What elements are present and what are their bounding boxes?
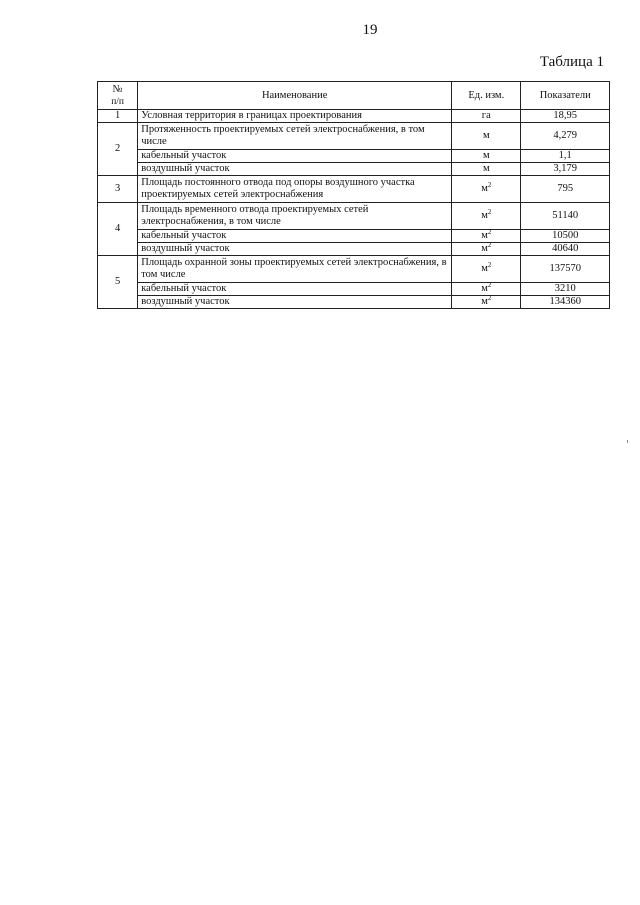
row-unit: $м^2$ (452, 283, 521, 296)
row-unit: $м^2$ (452, 243, 521, 256)
row-unit: $м^2$ (452, 230, 521, 243)
header-name: Наименование (138, 82, 452, 110)
page-number: 19 (362, 22, 378, 38)
row-value: 3210 (521, 283, 610, 296)
header-unit: Ед. изм. (452, 82, 521, 110)
table-row (98, 150, 610, 163)
row-value: 51140 (521, 203, 610, 230)
row-number: 3 (98, 176, 138, 203)
row-value: 1,1 (521, 150, 610, 163)
row-name: кабельный участок (138, 283, 452, 296)
table-row (98, 176, 610, 203)
row-unit: $м^2$ (452, 203, 521, 230)
row-value: 4,279 (521, 123, 610, 150)
row-value: 10500 (521, 230, 610, 243)
table-row (98, 123, 610, 150)
row-name: кабельный участок (138, 230, 452, 243)
row-number: 1 (98, 110, 138, 123)
row-name: воздушный участок (138, 163, 452, 176)
row-unit: $м^2$ (452, 296, 521, 309)
table-row (98, 256, 610, 283)
table-header-row (98, 82, 610, 110)
row-unit: $м^2$ (452, 176, 521, 203)
table-row (98, 203, 610, 230)
row-name: Площадь временного отвода проектируемых сетей электроснабжения, в том числе (138, 203, 452, 230)
row-unit: м (452, 150, 521, 163)
row-name: Условная территория в границах проектирования (138, 110, 452, 123)
table-row (98, 243, 610, 256)
header-number (98, 82, 138, 110)
row-name: Площадь постоянного отвода под опоры воздушного участка проектируемых сетей электроснабжения (138, 176, 452, 203)
row-unit: м (452, 163, 521, 176)
row-name: Площадь охранной зоны проектируемых сетей электроснабжения, в том числе (138, 256, 452, 283)
row-name: кабельный участок (138, 150, 452, 163)
header-number-abbr: п/п (111, 96, 125, 107)
header-value: Показатели (521, 82, 610, 110)
scan-mark (627, 440, 628, 443)
row-name: Протяженность проектируемых сетей электроснабжения, в том числе (138, 123, 452, 150)
table-row (98, 163, 610, 176)
header-number-sign: № (112, 83, 123, 95)
row-name: воздушный участок (138, 296, 452, 309)
table-row (98, 296, 610, 309)
table-row (98, 230, 610, 243)
indicators-table (97, 81, 610, 309)
row-number: 4 (98, 203, 138, 256)
row-value: 795 (521, 176, 610, 203)
table-caption: Таблица 1 (539, 54, 604, 70)
row-unit: $м^2$ (452, 256, 521, 283)
row-value: 137570 (521, 256, 610, 283)
row-name: воздушный участок (138, 243, 452, 256)
row-value: 40640 (521, 243, 610, 256)
row-value: 18,95 (521, 110, 610, 123)
row-value: 134360 (521, 296, 610, 309)
row-number: 5 (98, 256, 138, 309)
table-row (98, 110, 610, 123)
row-value: 3,179 (521, 163, 610, 176)
table-row (98, 283, 610, 296)
row-number: 2 (98, 123, 138, 176)
row-unit: га (452, 110, 521, 123)
row-unit: м (452, 123, 521, 150)
